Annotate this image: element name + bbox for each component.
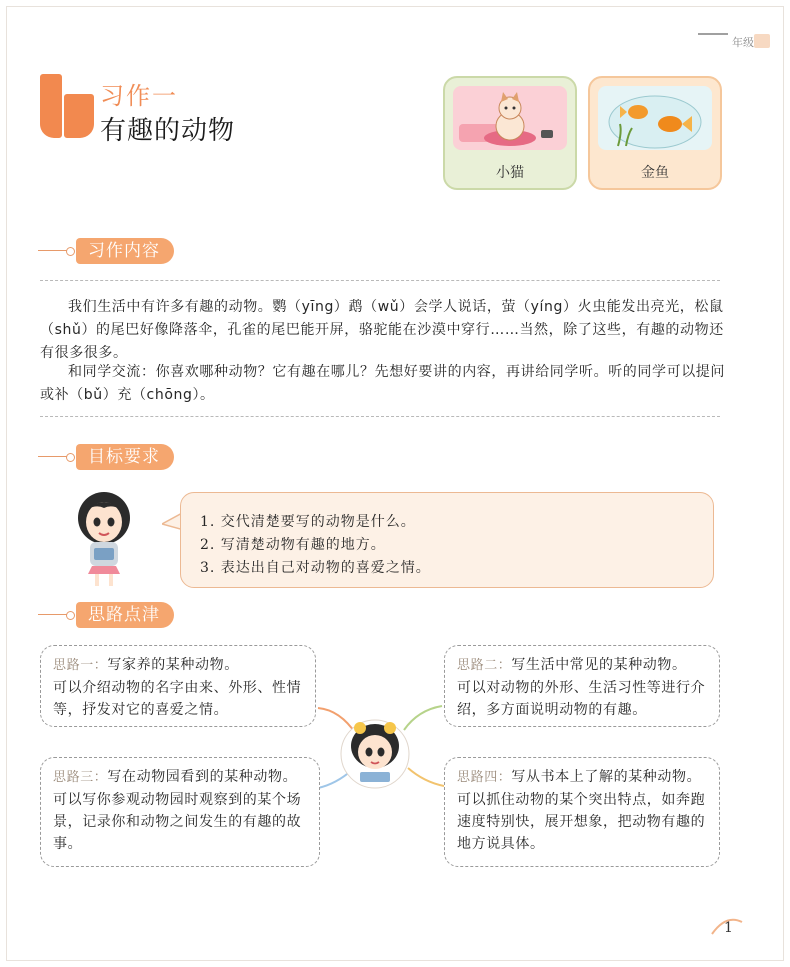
content-paragraph-2: 和同学交流：你喜欢哪种动物？它有趣在哪儿？先想好要讲的内容，再讲给同学听。听的同学可以提问或补（bǔ）充（chōng）。 xyxy=(40,364,725,403)
idea-1-body: 可以介绍动物的名字由来、外形、性情等，抒发对它的喜爱之情。 xyxy=(53,680,302,718)
cat-picture xyxy=(453,86,567,150)
idea-2-head-text: 写生活中常见的某种动物。 xyxy=(511,657,687,673)
idea-3-head: 思路三： xyxy=(53,770,108,785)
goal-item-3: 3. 表达出自己对动物的喜爱之情。 xyxy=(200,560,431,576)
grade-color-box xyxy=(754,34,770,48)
idea-3-head-text: 写在动物园看到的某种动物。 xyxy=(107,769,298,785)
idea-card-3 xyxy=(40,757,320,867)
idea-4-head: 思路四： xyxy=(457,770,512,785)
goal-item-1: 1. 交代清楚要写的动物是什么。 xyxy=(200,514,416,530)
page-number: 1 xyxy=(724,920,733,936)
idea-1-head-text: 写家养的某种动物。 xyxy=(107,657,239,673)
divider-top xyxy=(40,280,720,281)
goldfish-picture xyxy=(598,86,712,150)
idea-card-2 xyxy=(444,645,720,727)
cat-caption: 小猫 xyxy=(496,165,524,181)
goal-item-2: 2. 写清楚动物有趣的地方。 xyxy=(200,537,386,553)
grade-label: 年级 xyxy=(732,36,754,49)
unit-logo-icon xyxy=(40,74,98,138)
section-tag-goals-label: 目标要求 xyxy=(76,444,174,470)
idea-card-4 xyxy=(444,757,720,867)
section-tag-ideas-label: 思路点津 xyxy=(76,602,174,628)
grade-mark-line xyxy=(698,33,728,35)
idea-card-1 xyxy=(40,645,316,727)
idea-2-head: 思路二： xyxy=(457,658,512,673)
cat-picture-card xyxy=(443,76,577,190)
divider-bottom xyxy=(40,416,720,417)
section-tag-content-label: 习作内容 xyxy=(76,238,174,264)
teacher-illustration xyxy=(68,490,140,588)
idea-1-head: 思路一： xyxy=(53,658,108,673)
unit-title: 有趣的动物 xyxy=(100,116,236,146)
idea-3-body: 可以写你参观动物园时观察到的某个场景，记录你和动物之间发生的有趣的故事。 xyxy=(53,792,302,852)
idea-4-body: 可以抓住动物的某个突出特点，如奔跑速度特别快，展开想象，把动物有趣的地方说具体。 xyxy=(457,792,706,852)
idea-4-head-text: 写从书本上了解的某种动物。 xyxy=(511,769,702,785)
goldfish-caption: 金鱼 xyxy=(641,165,669,181)
unit-label: 习作一 xyxy=(100,82,178,110)
student-girl-illustration xyxy=(338,714,412,794)
idea-2-body: 可以对动物的外形、生活习性等进行介绍，多方面说明动物的有趣。 xyxy=(457,680,706,718)
content-paragraph-1: 我们生活中有许多有趣的动物。鹦（yīng）鹉（wǔ）会学人说话，萤（yíng）火虫能发出亮光，松鼠（shǔ）的尾巴好像降落伞，孔雀的尾巴能开屏，骆驼能在沙漠中穿行……当然，除了这些，有趣的动物还有很多很多。 xyxy=(40,299,724,361)
goldfish-picture-card xyxy=(588,76,722,190)
